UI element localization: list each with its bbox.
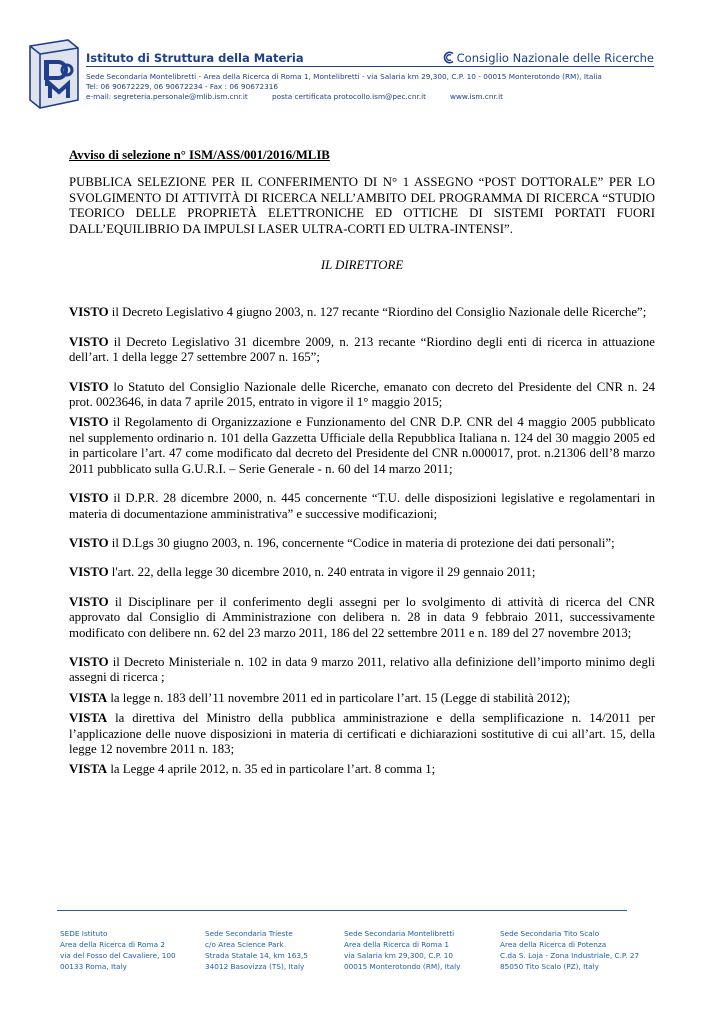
notice-subject: PUBBLICA SELEZIONE PER IL CONFERIMENTO DI N° 1 ASSEGNO “POST DOTTORALE” PER LO SVOLGIMENTO DI ATTIVITÀ DI RICERCA NELL’AMBITO DEL PROGRAMMA DI RICERCA “STUDIO TEORICO DELLE PROPRIETÀ ELETTRONICHE ED OTTICHE DI SISTEMI PORTATI FUORI DALL’EQUILIBRIO DA IMPULSI LASER ULTRA-CORTI ED ULTRA-INTENSI”.: [69, 175, 655, 236]
paragraph: [69, 380, 655, 411]
footer-column-rome: [60, 928, 176, 972]
footer-line: Area della Ricerca di Roma 2: [60, 940, 166, 949]
pec-link[interactable]: posta certificata protocollo.ism@pec.cnr.it: [272, 92, 426, 101]
footer-line: 34012 Basovizza (TS), Italy: [205, 962, 305, 971]
footer-divider: [57, 910, 627, 911]
paragraph: [69, 762, 655, 777]
paragraph-keyword: VISTO: [69, 305, 109, 320]
footer-line: Sede Secondaria Tito Scalo: [500, 929, 600, 938]
paragraph-text: il D.P.R. 28 dicembre 2000, n. 445 concernente “T.U. delle disposizioni legislative e regolamentari in materia di documentazione amministrativa” e successive modificazioni;: [69, 491, 655, 521]
document-body: [69, 148, 655, 783]
paragraph-keyword: VISTO: [69, 594, 109, 609]
paragraph-text: la Legge 4 aprile 2012, n. 35 ed in particolare l’art. 8 comma 1;: [107, 762, 436, 777]
paragraph: [69, 711, 655, 757]
cnr-name: Consiglio Nazionale delle Ricerche: [456, 51, 654, 65]
paragraph-text: il D.Lgs 30 giugno 2003, n. 196, concernente “Codice in materia di protezione dei dati personali”;: [108, 535, 615, 550]
ism-logo-icon: [14, 38, 82, 110]
footer-line: SEDE Istituto: [60, 929, 108, 938]
paragraph-keyword: VISTO: [69, 334, 109, 349]
footer-line: Area della Ricerca di Roma 1: [344, 940, 450, 949]
paragraph: [69, 655, 655, 686]
paragraph: [69, 415, 655, 477]
paragraph-text: lo Statuto del Consiglio Nazionale delle Ricerche, emanato con decreto del Presidente del CNR n. 24 prot. 0023646, in data 7 aprile 2015, entrato in vigore il 1° maggio 2015;: [69, 379, 655, 410]
paragraph-keyword: VISTO: [69, 491, 109, 506]
letterhead-title-row: [86, 50, 654, 67]
paragraph-keyword: VISTA: [69, 711, 108, 726]
paragraph-keyword: VISTA: [69, 762, 108, 777]
footer-column-montelibretti: [344, 928, 460, 972]
website-link[interactable]: www.ism.cnr.it: [450, 92, 503, 101]
paragraph: [69, 565, 655, 580]
footer-line: 00015 Monterotondo (RM), Italy: [344, 962, 461, 971]
paragraph: [69, 335, 655, 366]
paragraph-text: il Decreto Legislativo 31 dicembre 2009, n. 213 recante “Riordino degli enti di ricerca in attuazione dell’art. 1 della legge 27 settembre 2007 n. 165”;: [69, 334, 655, 365]
footer-line: Strada Statale 14, km 163,5: [205, 951, 308, 960]
paragraph-keyword: VISTO: [69, 654, 109, 669]
notice-title: Avviso di selezione n° ISM/ASS/001/2016/MLIB: [69, 148, 330, 162]
paragraph-text: il Disciplinare per il conferimento degli assegni per lo svolgimento di attività di ricerca del CNR approvato dal Consiglio di Amministrazione con delibera n. 28 in data 9 febbraio 2011, successivamente modificato con delibere nn. 62 del 23 marzo 2011, 186 del 22 settembre 2011 e n. 189 del 27 novembre 2013;: [69, 594, 655, 640]
footer-line: 85050 Tito Scalo (PZ), Italy: [500, 962, 599, 971]
paragraph-keyword: VISTO: [69, 535, 109, 550]
footer-column-tito-scalo: [500, 928, 639, 972]
paragraph-text: il Decreto Ministeriale n. 102 in data 9 marzo 2011, relativo alla definizione dell’importo minimo degli assegni di ricerca ;: [69, 654, 655, 685]
paragraph-text: l'art. 22, della legge 30 dicembre 2010, n. 240 entrata in vigore il 29 gennaio 2011;: [108, 565, 536, 580]
paragraph: [69, 595, 655, 641]
contact-row: [86, 92, 654, 102]
paragraph-keyword: VISTO: [69, 415, 109, 430]
address-line: Sede Secondaria Montelibretti - Area della Ricerca di Roma 1, Montelibretti - via Salaria km 29,300, C.P. 10 - 00015 Monterotondo (RM), Italia: [86, 72, 602, 81]
paragraph: [69, 691, 655, 706]
paragraph-text: il Decreto Legislativo 4 giugno 2003, n. 127 recante “Riordino del Consiglio Nazionale delle Ricerche”;: [108, 305, 647, 320]
footer-line: c/o Area Science Park: [205, 940, 284, 949]
paragraph-keyword: VISTA: [69, 690, 108, 705]
cnr-logo-icon: [442, 51, 456, 64]
footer-line: C.da S. Loja - Zona Industriale, C.P. 27: [500, 951, 640, 960]
letterhead: [86, 50, 654, 102]
paragraph-text: il Regolamento di Organizzazione e Funzionamento del CNR D.P. CNR del 4 maggio 2005 pubblicato nel supplemento ordinario n. 101 della Gazzetta Ufficiale della Repubblica Italiana n. 124 del 30 maggio 2005 ed in particolare l’art. 47 come modificato dal decreto del Presidente del CNR n.000017, prot. n.21306 dell’8 marzo 2011 pubblicato sulla G.U.R.I. – Serie Generale - n. 60 del 14 marzo 2011;: [69, 415, 655, 476]
cnr-name-block: [442, 51, 654, 65]
paragraph-text: la direttiva del Ministro della pubblica amministrazione e della semplificazione n. 14/2011 per l’applicazione delle nuove disposizioni in materia di certificati e dichiarazioni sostitutive di cui all’art. 15, della legge 12 novembre 2011 n. 183;: [69, 711, 655, 756]
institute-name: Istituto di Struttura della Materia: [86, 51, 304, 65]
paragraph-keyword: VISTO: [69, 379, 109, 394]
paragraph-text: la legge n. 183 dell’11 novembre 2011 ed in particolare l’art. 15 (Legge di stabilità 2012);: [107, 690, 571, 705]
footer-column-trieste: [205, 928, 308, 972]
phone-line: Tel: 06 90672229, 06 90672234 - Fax : 06 90672316: [86, 82, 279, 91]
footer-line: Area della Ricerca di Potenza: [500, 940, 607, 949]
footer-line: 00133 Roma, Italy: [60, 962, 127, 971]
director-heading: IL DIRETTORE: [320, 258, 404, 273]
email-link[interactable]: e-mail: segreteria.personale@mlib.ism.cnr.it: [86, 92, 248, 101]
paragraph: [69, 491, 655, 522]
paragraph: [69, 305, 655, 320]
footer-line: Sede Secondaria Montelibretti: [344, 929, 455, 938]
paragraph: [69, 536, 655, 551]
footer-line: Sede Secondaria Trieste: [205, 929, 293, 938]
footer-line: via Salaria km 29,300, C.P. 10: [344, 951, 453, 960]
footer-line: via del Fosso del Cavaliere, 100: [60, 951, 176, 960]
paragraph-keyword: VISTO: [69, 565, 109, 580]
